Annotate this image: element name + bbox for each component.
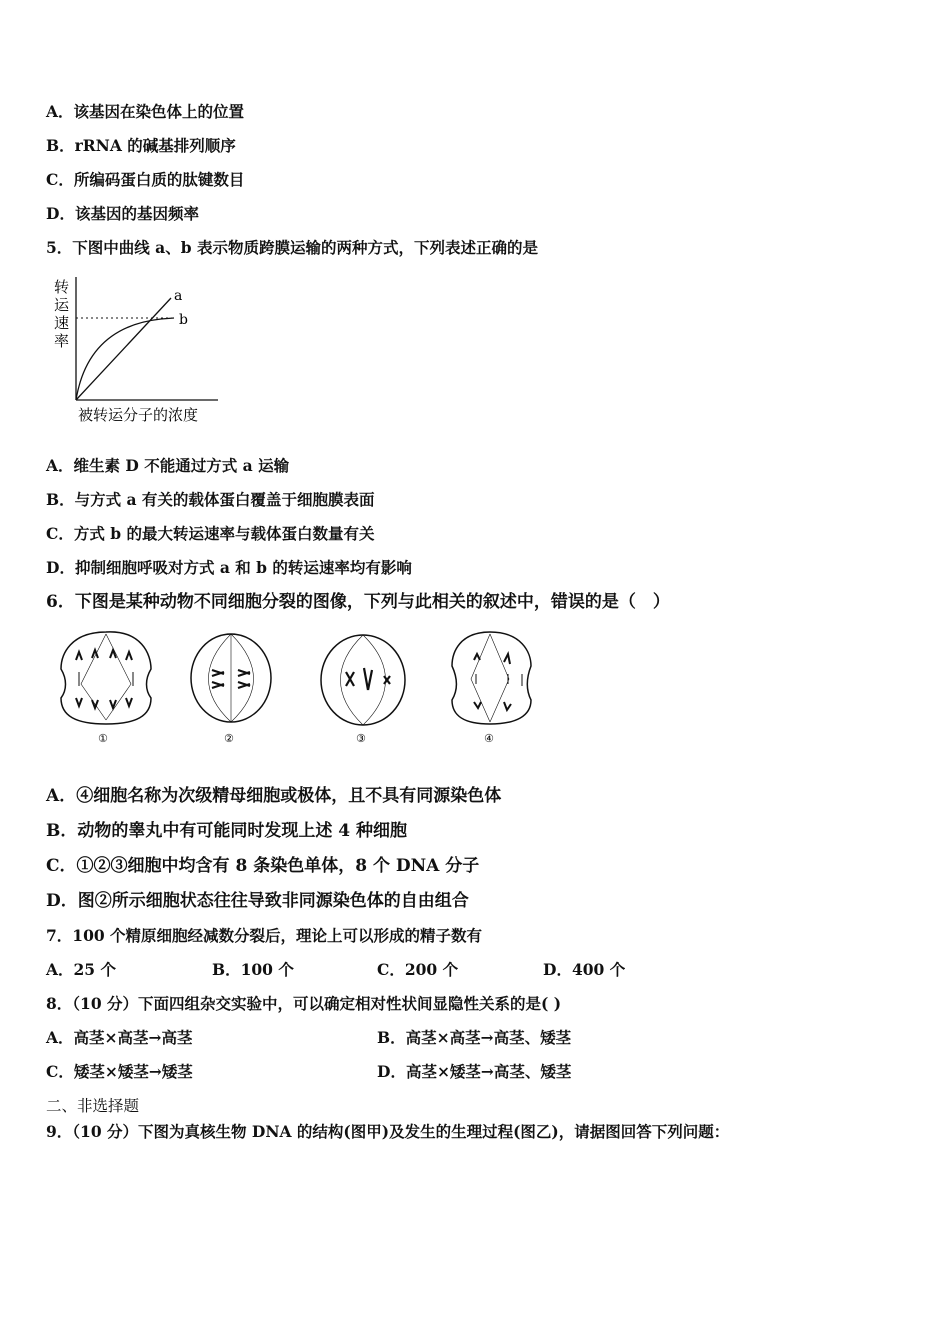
q7-option-a: A．25 个 <box>46 960 116 979</box>
q8-option-b: B．高茎×高茎→高茎、矮茎 <box>377 1028 572 1047</box>
cell-4 <box>452 632 531 724</box>
curve-b-label: b <box>179 312 188 328</box>
q4-option-b: B．rRNA 的碱基排列顺序 <box>46 136 236 155</box>
q4-option-c: C．所编码蛋白质的肽键数目 <box>46 170 245 189</box>
ylabel-char-1: 转 <box>54 278 70 296</box>
ylabel-char-2: 运 <box>54 296 70 314</box>
q5-stem: 5．下图中曲线 a、b 表示物质跨膜运输的两种方式，下列表述正确的是 <box>46 238 538 257</box>
q8-option-a: A．高茎×高茎→高茎 <box>46 1028 193 1047</box>
transport-rate-graph <box>46 272 236 432</box>
cell-division-figure <box>46 624 546 750</box>
q8-option-d: D．高茎×矮茎→高茎、矮茎 <box>377 1062 572 1081</box>
q9-stem: 9．（10 分）下图为真核生物 DNA 的结构(图甲)及发生的生理过程(图乙)，请据图回答下列问题： <box>46 1122 730 1141</box>
q6-option-a: A．④细胞名称为次级精母细胞或极体，且不具有同源染色体 <box>46 786 502 806</box>
ylabel-char-4: 率 <box>54 332 70 350</box>
cell-4-label: ④ <box>484 732 494 745</box>
q6-option-b: B．动物的睾丸中有可能同时发现上述 4 种细胞 <box>46 821 408 841</box>
q8-stem: 8．（10 分）下面四组杂交实验中，可以确定相对性状间显隐性关系的是( ) <box>46 994 562 1013</box>
q6-option-d: D．图②所示细胞状态往往导致非同源染色体的自由组合 <box>46 891 469 911</box>
q5-option-d: D．抑制细胞呼吸对方式 a 和 b 的转运速率均有影响 <box>46 558 412 577</box>
q7-option-d: D．400 个 <box>543 960 626 979</box>
curve-a-label: a <box>174 288 183 304</box>
xlabel: 被转运分子的浓度 <box>78 406 199 424</box>
q4-option-a: A．该基因在染色体上的位置 <box>46 102 245 121</box>
cell-1 <box>61 632 151 724</box>
q5-option-a: A．维生素 D 不能通过方式 a 运输 <box>46 456 290 475</box>
ylabel-char-3: 速 <box>54 314 70 332</box>
cell-2-label: ② <box>224 732 234 745</box>
curve-a <box>76 298 171 400</box>
q7-option-c: C．200 个 <box>377 960 459 979</box>
q6-option-c: C．①②③细胞中均含有 8 条染色单体，8 个 DNA 分子 <box>46 856 480 876</box>
cell-3 <box>321 635 405 725</box>
q7-stem: 7．100 个精原细胞经减数分裂后，理论上可以形成的精子数有 <box>46 926 483 945</box>
section-heading: 二、非选择题 <box>46 1097 140 1115</box>
cell-3-label: ③ <box>356 732 366 745</box>
q7-option-b: B．100 个 <box>212 960 294 979</box>
q5-option-c: C．方式 b 的最大转运速率与载体蛋白数量有关 <box>46 524 375 543</box>
q4-option-d: D．该基因的基因频率 <box>46 204 199 223</box>
cell-2 <box>191 634 271 722</box>
cell-1-label: ① <box>98 732 108 745</box>
curve-b <box>76 319 161 400</box>
q6-stem: 6．下图是某种动物不同细胞分裂的图像，下列与此相关的叙述中，错误的是（ ） <box>46 592 670 612</box>
q5-option-b: B．与方式 a 有关的载体蛋白覆盖于细胞膜表面 <box>46 490 375 509</box>
q8-option-c: C．矮茎×矮茎→矮茎 <box>46 1062 193 1081</box>
